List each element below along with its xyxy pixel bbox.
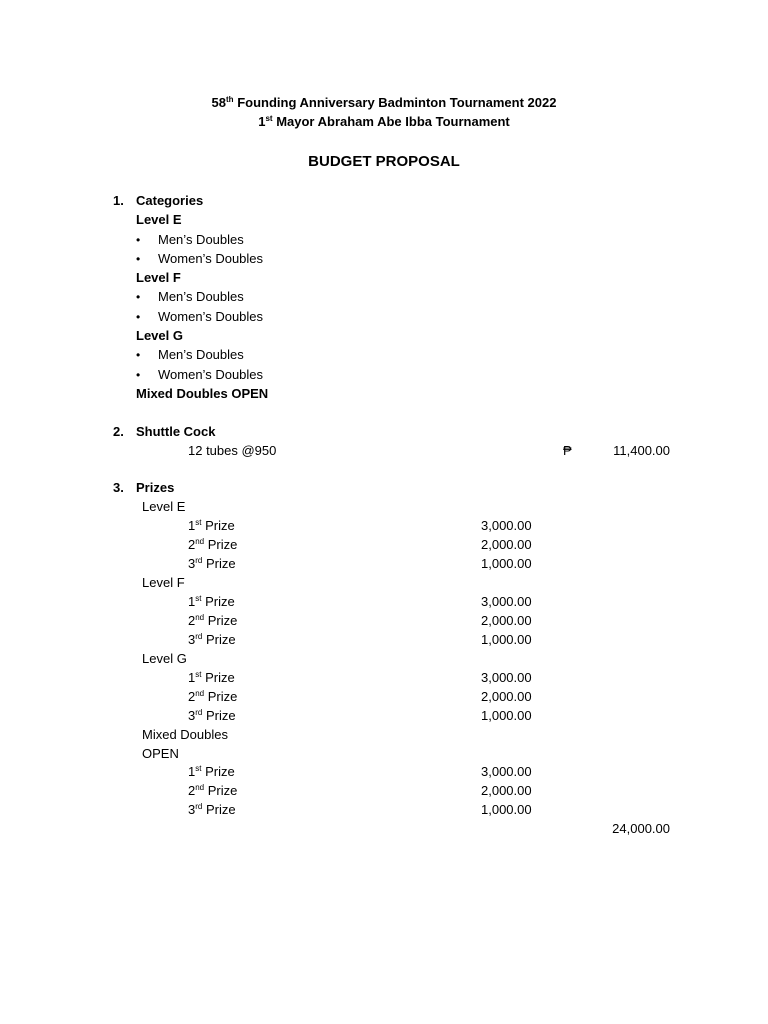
prize-amount: 2,000.00	[481, 613, 532, 628]
bullet-icon: •	[136, 368, 141, 382]
ordinal-suffix: st	[265, 114, 273, 123]
prize-label: 2nd Prize	[188, 613, 238, 628]
section-heading-prizes: Prizes	[136, 480, 175, 495]
ordinal-number: 1	[258, 114, 266, 129]
category-item: Women’s Doubles	[158, 251, 264, 266]
category-item: Men’s Doubles	[158, 232, 244, 247]
bullet-icon: •	[136, 233, 141, 247]
prize-amount: 2,000.00	[481, 689, 532, 704]
section-number: 3.	[113, 480, 124, 495]
prize-amount: 1,000.00	[481, 556, 532, 571]
section-number: 2.	[113, 424, 124, 439]
category-level-name: Level G	[136, 328, 183, 343]
prize-label: 1st Prize	[188, 518, 235, 533]
prize-amount: 1,000.00	[481, 708, 532, 723]
bullet-icon: •	[136, 310, 141, 324]
prize-label: 1st Prize	[188, 764, 235, 779]
prize-amount: 1,000.00	[481, 632, 532, 647]
section-number: 1.	[113, 193, 124, 208]
prize-label: 1st Prize	[188, 594, 235, 609]
prize-label: 3rd Prize	[188, 556, 236, 571]
category-level-name: Level F	[136, 270, 181, 285]
shuttle-total: 11,400.00	[613, 443, 670, 458]
bullet-icon: •	[136, 290, 141, 304]
category-item: Men’s Doubles	[158, 347, 244, 362]
shuttle-line-item: 12 tubes @950	[188, 443, 277, 458]
prize-group-name: Level E	[142, 499, 186, 514]
bullet-icon: •	[136, 348, 141, 362]
prize-group-name: Mixed Doubles	[142, 727, 228, 742]
prize-label: 2nd Prize	[188, 689, 238, 704]
category-item: Women’s Doubles	[158, 367, 264, 382]
prize-amount: 2,000.00	[481, 783, 532, 798]
prize-amount: 3,000.00	[481, 518, 532, 533]
section-heading-categories: Categories	[136, 193, 204, 208]
prize-amount: 3,000.00	[481, 670, 532, 685]
peso-sign-icon: ₱	[563, 443, 572, 458]
ordinal-suffix: th	[226, 95, 234, 104]
prize-label: 3rd Prize	[188, 708, 236, 723]
prize-label: 3rd Prize	[188, 802, 236, 817]
section-heading-shuttle: Shuttle Cock	[136, 424, 216, 439]
category-item: Women’s Doubles	[158, 309, 264, 324]
prize-label: 3rd Prize	[188, 632, 236, 647]
prize-amount: 3,000.00	[481, 594, 532, 609]
header-line-2-text: Mayor Abraham Abe Ibba Tournament	[272, 114, 510, 129]
prize-amount: 1,000.00	[481, 802, 532, 817]
prize-label: 2nd Prize	[188, 783, 238, 798]
prize-group-name: OPEN	[142, 746, 179, 761]
prize-group-name: Level F	[142, 575, 185, 590]
prize-group-name: Level G	[142, 651, 187, 666]
category-mixed-open: Mixed Doubles OPEN	[136, 386, 269, 401]
header-line-1	[0, 95, 768, 111]
bullet-icon: •	[136, 252, 141, 266]
prize-amount: 3,000.00	[481, 764, 532, 779]
ordinal-number: 58	[211, 95, 227, 110]
category-level-name: Level E	[136, 212, 182, 227]
prizes-total: 24,000.00	[612, 821, 670, 836]
category-item: Men’s Doubles	[158, 289, 244, 304]
page-title: BUDGET PROPOSAL	[308, 153, 460, 170]
prize-label: 1st Prize	[188, 670, 235, 685]
header-line-2	[0, 114, 768, 130]
header-line-1-text: Founding Anniversary Badminton Tournament 2022	[233, 95, 557, 110]
prize-label: 2nd Prize	[188, 537, 238, 552]
prize-amount: 2,000.00	[481, 537, 532, 552]
